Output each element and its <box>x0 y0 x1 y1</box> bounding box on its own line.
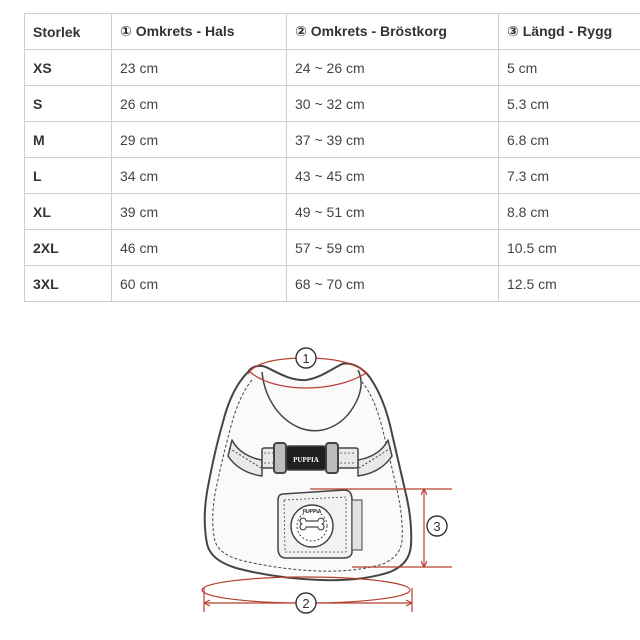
cell-back: 5.3 cm <box>499 86 640 122</box>
cell-size: L <box>25 158 112 194</box>
cell-back: 12.5 cm <box>499 266 640 302</box>
cell-chest: 49 ~ 51 cm <box>287 194 499 230</box>
marker-chest-label: 2 <box>302 596 310 611</box>
cell-neck: 29 cm <box>112 122 287 158</box>
table-row <box>25 122 640 158</box>
table-row <box>25 230 640 266</box>
cell-size: M <box>25 122 112 158</box>
table-row <box>25 266 640 302</box>
cell-neck: 23 cm <box>112 50 287 86</box>
table-row <box>25 194 640 230</box>
cell-chest: 43 ~ 45 cm <box>287 158 499 194</box>
table-row <box>25 86 640 122</box>
header-chest: ② Omkrets - Bröstkorg <box>287 14 499 50</box>
cell-chest: 24 ~ 26 cm <box>287 50 499 86</box>
cell-chest: 57 ~ 59 cm <box>287 230 499 266</box>
harness-illustration <box>205 363 412 580</box>
marker-neck-label: 1 <box>302 351 310 366</box>
cell-chest: 37 ~ 39 cm <box>287 122 499 158</box>
cell-neck: 39 cm <box>112 194 287 230</box>
cell-back: 7.3 cm <box>499 158 640 194</box>
cell-neck: 60 cm <box>112 266 287 302</box>
cell-size: 3XL <box>25 266 112 302</box>
table-row <box>25 50 640 86</box>
harness-measurement-diagram <box>190 340 460 625</box>
marker-chest <box>296 593 316 613</box>
cell-back: 10.5 cm <box>499 230 640 266</box>
cell-neck: 46 cm <box>112 230 287 266</box>
cell-size: XS <box>25 50 112 86</box>
table-header-row <box>25 14 640 50</box>
header-neck: ① Omkrets - Hals <box>112 14 287 50</box>
badge-brand-text: PUPPIA <box>302 509 322 515</box>
marker-neck <box>296 348 316 368</box>
cell-back: 5 cm <box>499 50 640 86</box>
marker-back-label: 3 <box>433 519 441 534</box>
table-row <box>25 158 640 194</box>
cell-size: XL <box>25 194 112 230</box>
cell-neck: 26 cm <box>112 86 287 122</box>
marker-back <box>427 516 447 536</box>
cell-size: S <box>25 86 112 122</box>
cell-neck: 34 cm <box>112 158 287 194</box>
buckle-brand-text: PUPPIA <box>293 456 319 464</box>
cell-chest: 68 ~ 70 cm <box>287 266 499 302</box>
cell-back: 6.8 cm <box>499 122 640 158</box>
cell-chest: 30 ~ 32 cm <box>287 86 499 122</box>
cell-back: 8.8 cm <box>499 194 640 230</box>
header-size: Storlek <box>25 14 112 50</box>
cell-size: 2XL <box>25 230 112 266</box>
size-chart-table <box>24 13 640 302</box>
header-back: ③ Längd - Rygg <box>499 14 640 50</box>
